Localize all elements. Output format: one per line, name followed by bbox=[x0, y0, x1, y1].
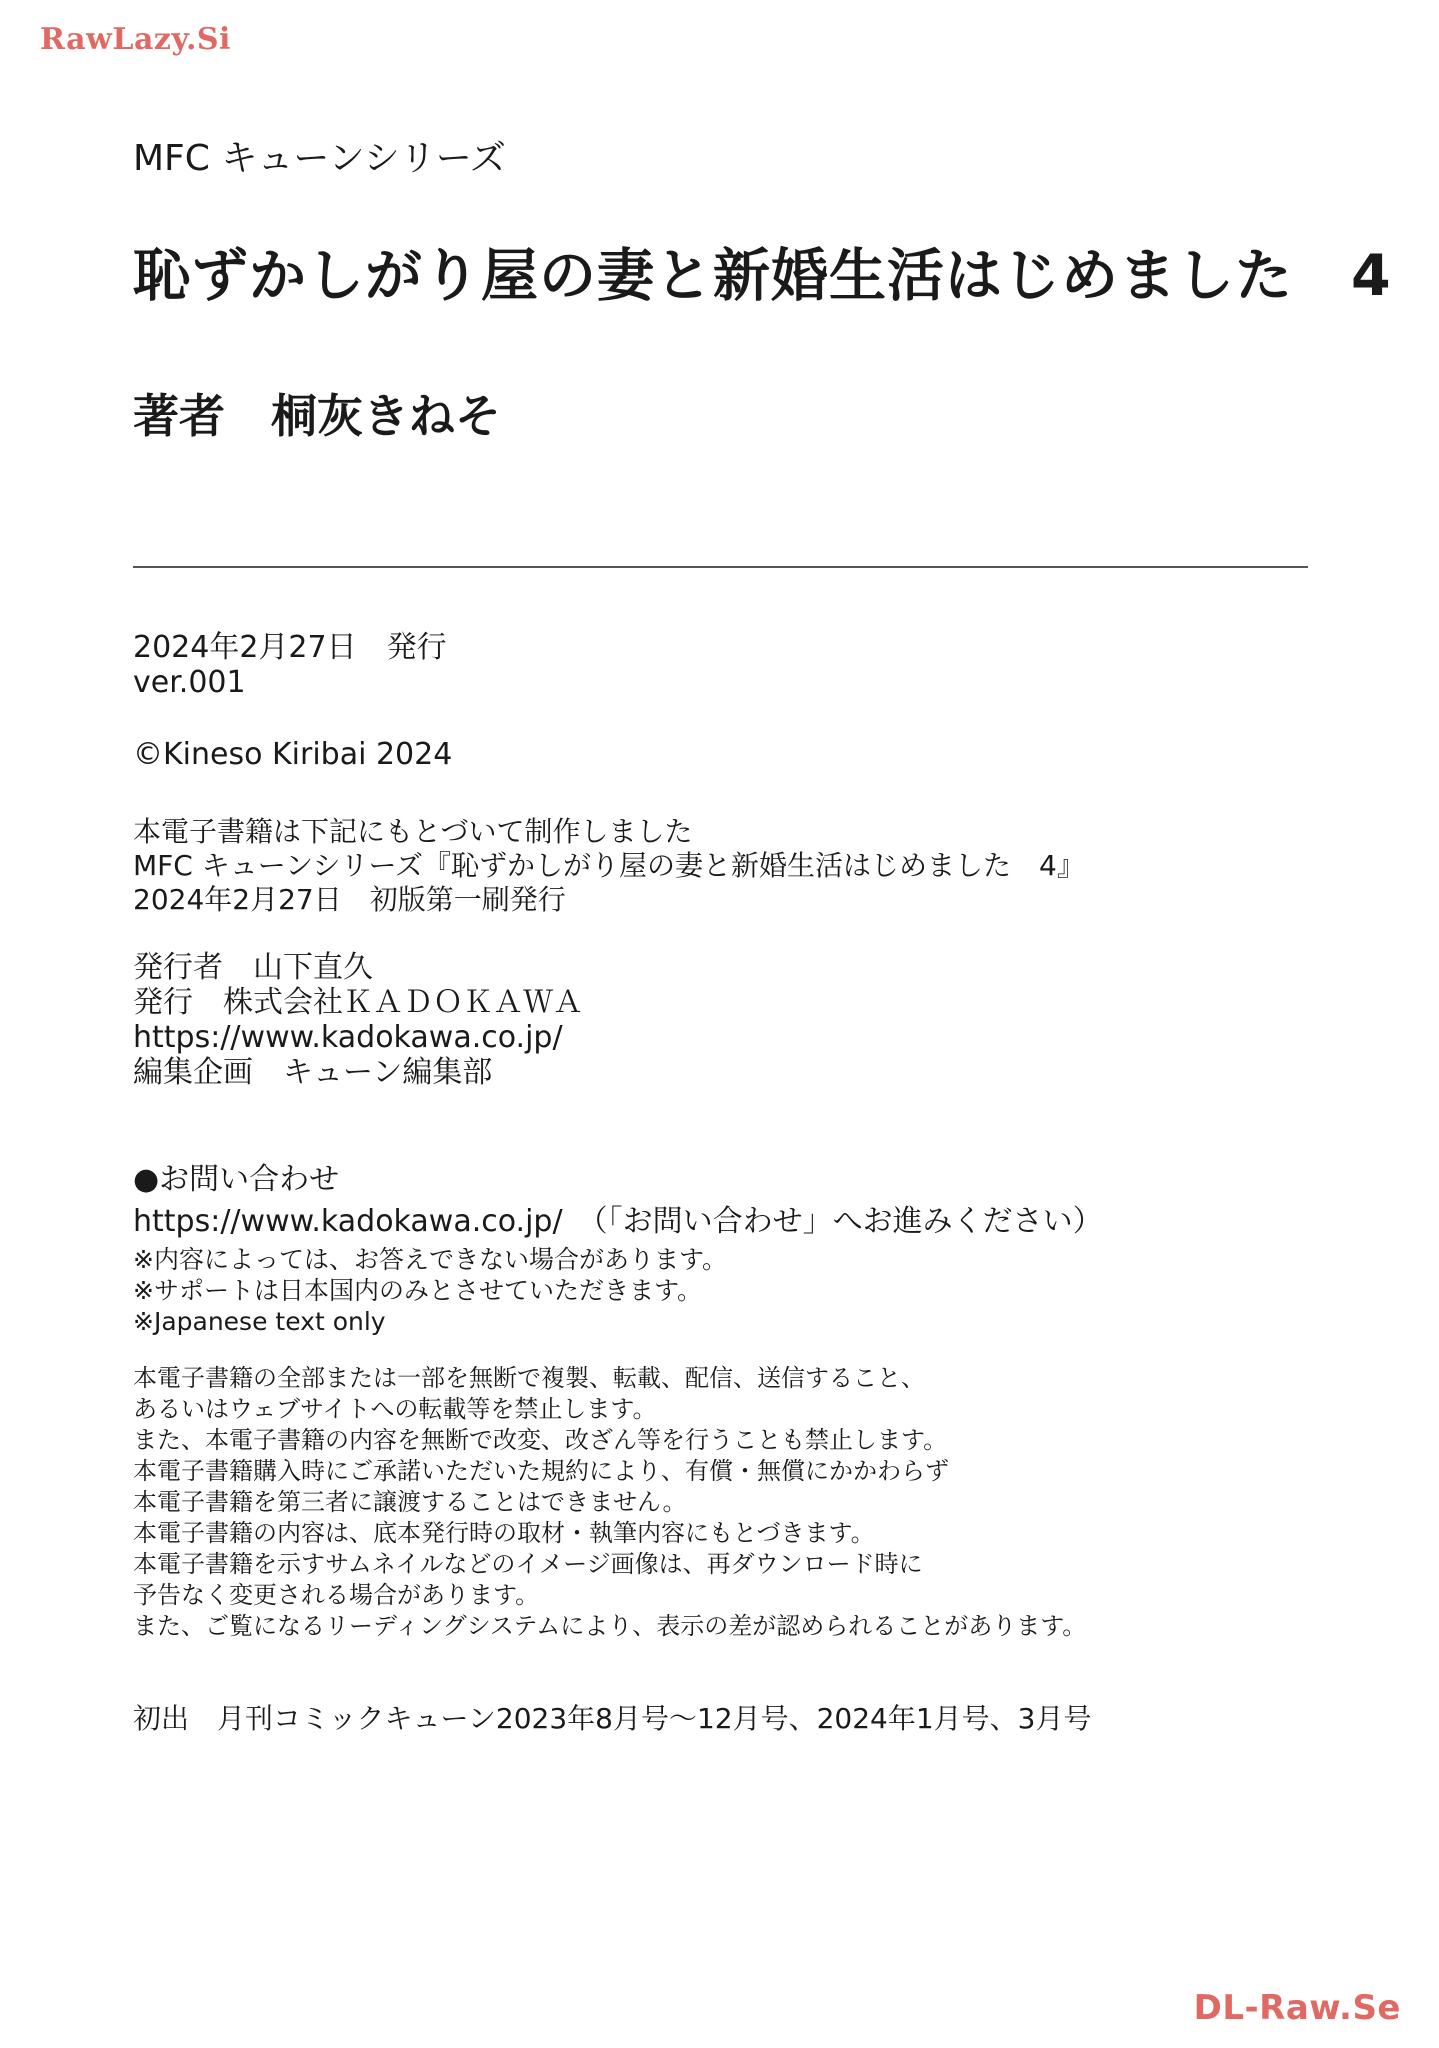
notice-line: また、本電子書籍の内容を無断で改変、改ざん等を行うことも禁止します。 bbox=[133, 1426, 948, 1454]
source-line: 2024年2月27日 初版第一刷発行 bbox=[133, 883, 566, 916]
author-line: 著者 桐灰きねそ bbox=[133, 389, 501, 443]
book-title: 恥ずかしがり屋の妻と新婚生活はじめました 4 bbox=[133, 243, 1392, 309]
source-line: MFC キューンシリーズ『恥ずかしがり屋の妻と新婚生活はじめました 4』 bbox=[133, 849, 1085, 882]
publisher-url: https://www.kadokawa.co.jp/ bbox=[133, 1020, 563, 1055]
publisher-line: 編集企画 キューン編集部 bbox=[133, 1055, 493, 1090]
notice-line: 本電子書籍を第三者に譲渡することはできません。 bbox=[133, 1488, 687, 1516]
watermark-top: RawLazy.Si bbox=[40, 22, 231, 57]
copyright-notice bbox=[133, 1363, 1086, 1642]
publisher-info bbox=[133, 950, 583, 1090]
contact-heading: ●お問い合わせ bbox=[133, 1162, 340, 1197]
notice-line: あるいはウェブサイトへの転載等を禁止します。 bbox=[133, 1395, 657, 1423]
watermark-bottom: DL-Raw.Se bbox=[1193, 1988, 1401, 2028]
version: ver.001 bbox=[133, 665, 246, 700]
contact-section bbox=[133, 1160, 1103, 1337]
first-appearance-line: 初出 月刊コミックキューン2023年8月号～12月号、2024年1月号、3月号 bbox=[133, 1702, 1092, 1735]
notice-line: 本電子書籍購入時にご承諾いただいた規約により、有償・無償にかかわらず bbox=[133, 1457, 949, 1485]
divider bbox=[133, 566, 1308, 568]
notice-line: 本電子書籍の内容は、底本発行時の取材・執筆内容にもとづきます。 bbox=[133, 1519, 875, 1547]
source-line: 本電子書籍は下記にもとづいて制作しました bbox=[133, 815, 693, 848]
publication-date: 2024年2月27日 発行 bbox=[133, 630, 447, 665]
series-name: MFC キューンシリーズ bbox=[133, 138, 506, 179]
notice-line: 本電子書籍の全部または一部を無断で複製、転載、配信、送信すること、 bbox=[133, 1364, 925, 1392]
contact-note: ※内容によっては、お答えできない場合があります。 bbox=[133, 1245, 727, 1274]
contact-note: ※Japanese text only bbox=[133, 1307, 386, 1336]
copyright-line: ©Kineso Kiribai 2024 bbox=[133, 737, 453, 772]
contact-url: https://www.kadokawa.co.jp/ （「お問い合わせ」へお進みください） bbox=[133, 1204, 1103, 1239]
notice-line: 予告なく変更される場合があります。 bbox=[133, 1581, 540, 1609]
copyright bbox=[133, 737, 452, 772]
notice-line: 本電子書籍を示すサムネイルなどのイメージ画像は、再ダウンロード時に bbox=[133, 1550, 923, 1578]
notice-line: また、ご覧になるリーディングシステムにより、表示の差が認められることがあります。 bbox=[133, 1612, 1087, 1640]
publisher-line: 発行者 山下直久 bbox=[133, 950, 373, 985]
first-appearance bbox=[133, 1702, 1091, 1736]
publisher-line: 発行 株式会社ＫＡＤＯＫＡＷＡ bbox=[133, 985, 583, 1020]
contact-note: ※サポートは日本国内のみとさせていただきます。 bbox=[133, 1276, 702, 1305]
publication-info bbox=[133, 630, 447, 700]
source-info bbox=[133, 815, 1085, 917]
